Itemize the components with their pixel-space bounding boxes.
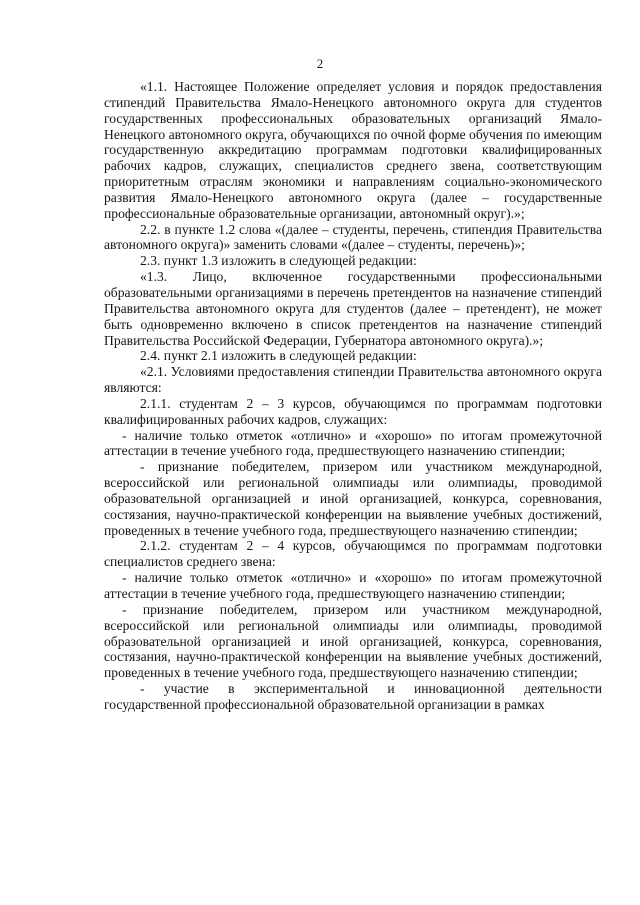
document-body [104,79,602,713]
paragraph: - наличие только отметок «отлично» и «хорошо» по итогам промежуточной аттестации в течение учебного года, предшествующего назначению стипендии; [104,570,602,601]
paragraph: - признание победителем, призером или участником международной, всероссийской или региональной олимпиады или олимпиады, проводимой образовательной организацией и иной организацией, конкурса, соревнования, состязания, научно-практической конференции на выявление учебных достижений, проведенных в течение учебного года, предшествующего назначению стипендии; [104,601,602,681]
paragraph: - участие в экспериментальной и инновационной деятельности государственной профессиональной образовательной организации в рамках [104,681,602,712]
paragraph: 2.3. пункт 1.3 изложить в следующей редакции: [140,253,417,269]
paragraph: - наличие только отметок «отлично» и «хорошо» по итогам промежуточной аттестации в течение учебного года, предшествующего назначению стипендии; [104,427,602,459]
paragraph: 2.1.1. студентам 2 – 3 курсов, обучающимся по программам подготовки квалифицированных рабочих кадров, служащих: [104,395,602,427]
paragraph: - признание победителем, призером или участником международной, всероссийской или региональной олимпиады или олимпиады, проводимой образовательной организацией и иной организацией, конкурса, соревнования, состязания, научно-практической конференции на выявление учебных достижений, проведенных в течение учебного года, предшествующего назначению стипендии; [104,459,602,538]
paragraph: 2.4. пункт 2.1 изложить в следующей редакции: [140,348,417,364]
paragraph: «1.3. Лицо, включенное государственными профессиональными образовательными организациями в перечень претендентов на назначение стипендий Правительства автономного округа для студентов (далее – претендент), не может быть одновременно включено в список претендентов на назначение стипендий Правительства Российской Федерации, Губернатора автономного округа).»; [104,269,602,348]
paragraph: 2.1.2. студентам 2 – 4 курсов, обучающимся по программам подготовки специалистов среднего звена: [104,538,602,570]
paragraph: 2.2. в пункте 1.2 слова «(далее – студенты, перечень, стипендия Правительства автономного округа)» заменить словами «(далее – студенты, перечень)»; [104,221,602,253]
paragraph: «1.1. Настоящее Положение определяет условия и порядок предоставления стипендий Правительства Ямало-Ненецкого автономного округа для студентов государственных профессиональных образовательных организаций Ямало-Ненецкого автономного округа, обучающихся по очной форме обучения по имеющим государственную аккредитацию программам подготовки квалифицированных рабочих кадров, служащих, специалистов среднего звена, соответствующим приоритетным отраслям экономики и направлениям социально-экономического развития Ямало-Ненецкого автономного округа (далее – государственные профессиональные образовательные организации, автономный округ).»; [104,79,602,221]
paragraph: «2.1. Условиями предоставления стипендии Правительства автономного округа являются: [104,364,602,396]
page-number: 2 [316,56,324,71]
